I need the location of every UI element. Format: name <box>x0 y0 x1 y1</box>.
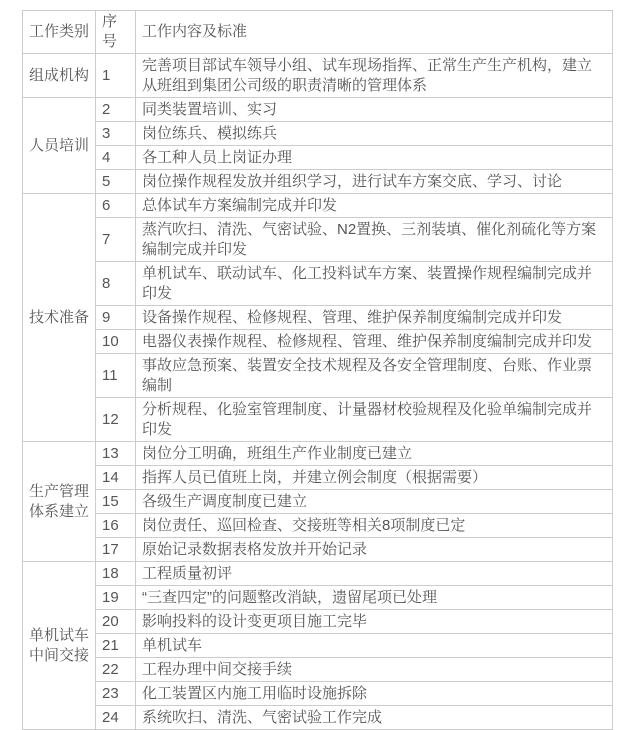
table-row <box>23 398 613 442</box>
table-row <box>23 634 613 658</box>
row-number-cell: 17 <box>96 538 136 562</box>
header-row <box>23 11 613 54</box>
content-cell: 岗位练兵、模拟练兵 <box>136 122 613 146</box>
row-number-cell: 8 <box>96 262 136 306</box>
work-checklist-table <box>22 10 613 730</box>
row-number-cell: 23 <box>96 682 136 706</box>
category-cell: 生产管理体系建立 <box>23 442 96 562</box>
row-number-cell: 2 <box>96 98 136 122</box>
content-cell: 岗位责任、巡回检查、交接班等相关8项制度已定 <box>136 514 613 538</box>
row-number-cell: 13 <box>96 442 136 466</box>
column-header-content: 工作内容及标准 <box>136 11 613 54</box>
row-number-cell: 3 <box>96 122 136 146</box>
table-row <box>23 54 613 98</box>
content-cell: 分析规程、化验室管理制度、计量器材校验规程及化验单编制完成并印发 <box>136 398 613 442</box>
row-number-cell: 4 <box>96 146 136 170</box>
content-cell: 系统吹扫、清洗、气密试验工作完成 <box>136 706 613 730</box>
row-number-cell: 24 <box>96 706 136 730</box>
content-cell: 岗位分工明确，班组生产作业制度已建立 <box>136 442 613 466</box>
row-number-cell: 18 <box>96 562 136 586</box>
content-cell: “三查四定”的问题整改消缺，遗留尾项已处理 <box>136 586 613 610</box>
table-row <box>23 490 613 514</box>
table-row <box>23 586 613 610</box>
row-number-cell: 20 <box>96 610 136 634</box>
table-row <box>23 514 613 538</box>
content-cell: 事故应急预案、装置安全技术规程及各安全管理制度、台账、作业票编制 <box>136 354 613 398</box>
row-number-cell: 1 <box>96 54 136 98</box>
category-cell: 技术准备 <box>23 194 96 442</box>
column-header-number: 序号 <box>96 11 136 54</box>
table-row <box>23 610 613 634</box>
content-cell: 设备操作规程、检修规程、管理、维护保养制度编制完成并印发 <box>136 306 613 330</box>
category-cell: 人员培训 <box>23 98 96 194</box>
column-header-category: 工作类别 <box>23 11 96 54</box>
table-row <box>23 354 613 398</box>
row-number-cell: 11 <box>96 354 136 398</box>
table-row <box>23 146 613 170</box>
row-number-cell: 6 <box>96 194 136 218</box>
table-row <box>23 562 613 586</box>
table-row <box>23 538 613 562</box>
table-row <box>23 706 613 730</box>
content-cell: 影响投料的设计变更项目施工完毕 <box>136 610 613 634</box>
table-row <box>23 98 613 122</box>
table-row <box>23 682 613 706</box>
row-number-cell: 12 <box>96 398 136 442</box>
content-cell: 各级生产调度制度已建立 <box>136 490 613 514</box>
content-cell: 完善项目部试车领导小组、试车现场指挥、正常生产生产机构，建立从班组到集团公司级的职责清晰的管理体系 <box>136 54 613 98</box>
content-cell: 工程办理中间交接手续 <box>136 658 613 682</box>
row-number-cell: 22 <box>96 658 136 682</box>
content-cell: 单机试车 <box>136 634 613 658</box>
table-row <box>23 466 613 490</box>
table-row <box>23 442 613 466</box>
content-cell: 岗位操作规程发放并组织学习，进行试车方案交底、学习、讨论 <box>136 170 613 194</box>
row-number-cell: 21 <box>96 634 136 658</box>
row-number-cell: 7 <box>96 218 136 262</box>
table-row <box>23 218 613 262</box>
row-number-cell: 5 <box>96 170 136 194</box>
table-row <box>23 262 613 306</box>
table-row <box>23 306 613 330</box>
row-number-cell: 9 <box>96 306 136 330</box>
row-number-cell: 15 <box>96 490 136 514</box>
content-cell: 电器仪表操作规程、检修规程、管理、维护保养制度编制完成并印发 <box>136 330 613 354</box>
row-number-cell: 14 <box>96 466 136 490</box>
work-checklist <box>22 10 613 730</box>
content-cell: 指挥人员已值班上岗，并建立例会制度（根据需要） <box>136 466 613 490</box>
category-cell: 单机试车中间交接 <box>23 562 96 730</box>
table-body <box>23 54 613 730</box>
category-cell: 组成机构 <box>23 54 96 98</box>
table-row <box>23 194 613 218</box>
table-row <box>23 122 613 146</box>
table-row <box>23 658 613 682</box>
content-cell: 工程质量初评 <box>136 562 613 586</box>
row-number-cell: 19 <box>96 586 136 610</box>
content-cell: 总体试车方案编制完成并印发 <box>136 194 613 218</box>
table-row <box>23 330 613 354</box>
row-number-cell: 10 <box>96 330 136 354</box>
content-cell: 各工种人员上岗证办理 <box>136 146 613 170</box>
content-cell: 化工装置区内施工用临时设施拆除 <box>136 682 613 706</box>
content-cell: 单机试车、联动试车、化工投料试车方案、装置操作规程编制完成并印发 <box>136 262 613 306</box>
content-cell: 同类装置培训、实习 <box>136 98 613 122</box>
content-cell: 原始记录数据表格发放并开始记录 <box>136 538 613 562</box>
row-number-cell: 16 <box>96 514 136 538</box>
content-cell: 蒸汽吹扫、清洗、气密试验、N2置换、三剂装填、催化剂硫化等方案编制完成并印发 <box>136 218 613 262</box>
table-row <box>23 170 613 194</box>
